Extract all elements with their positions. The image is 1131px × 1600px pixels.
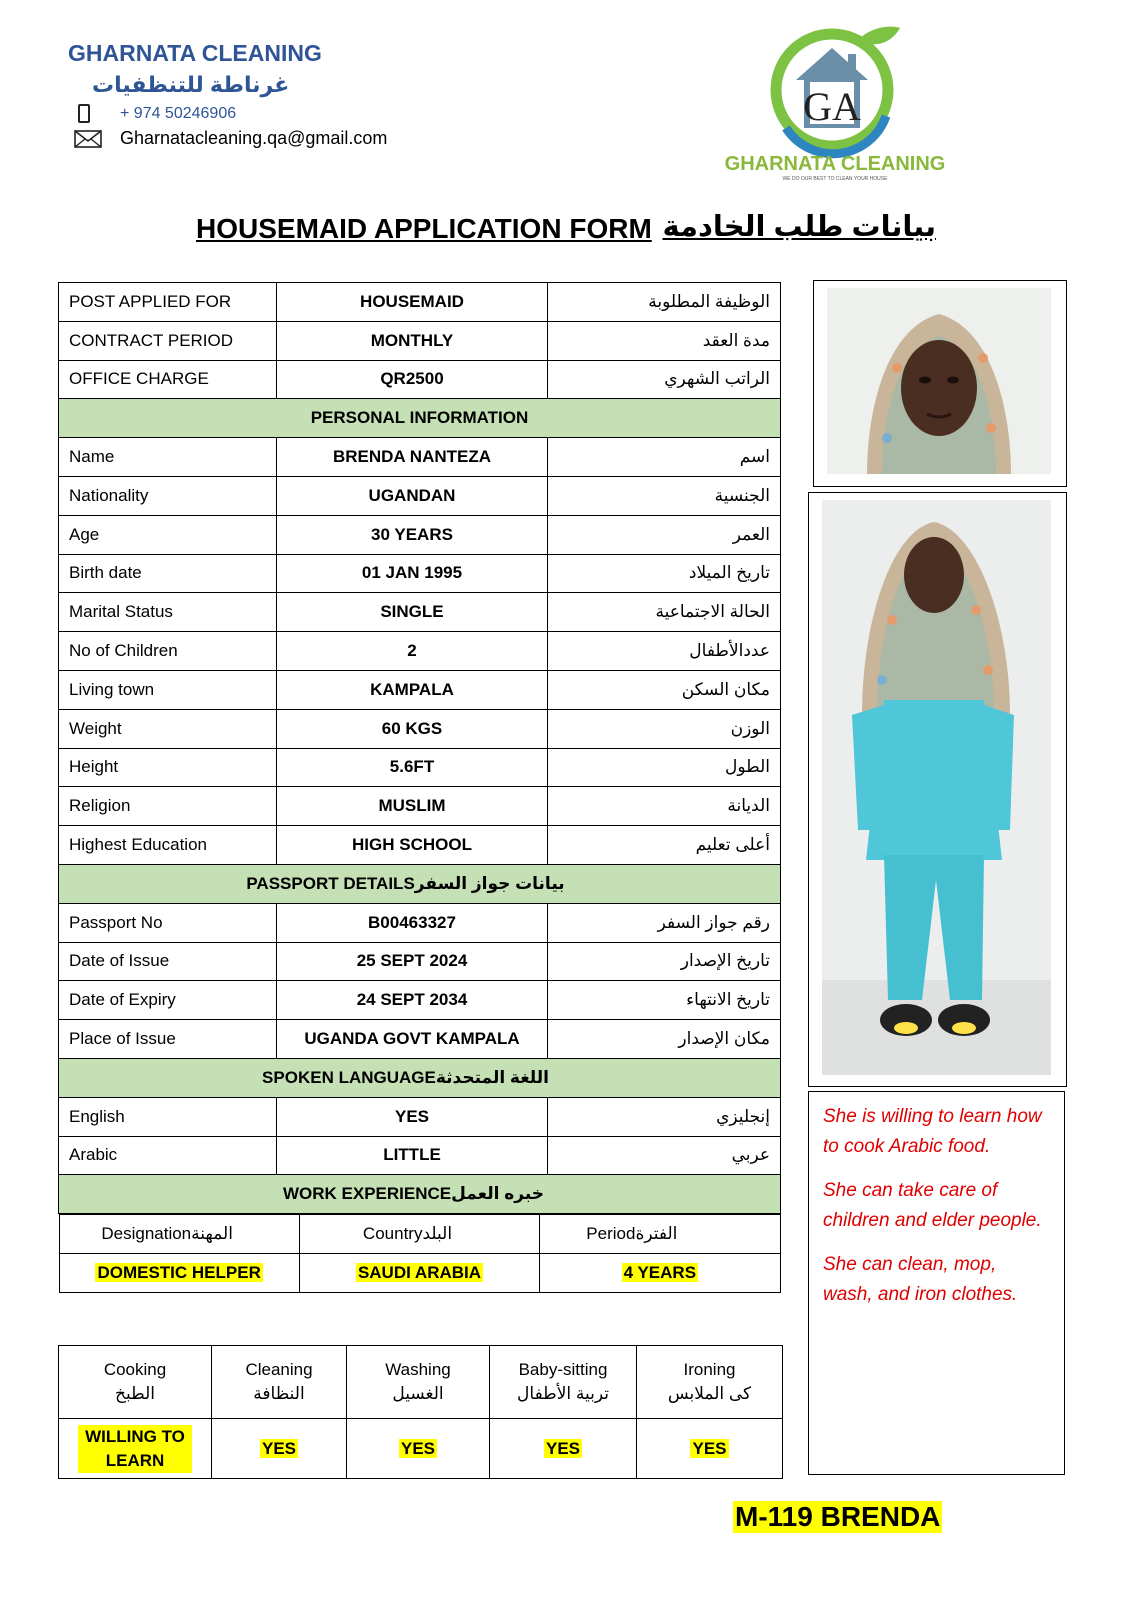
skill-washing-value: YES [347,1419,490,1479]
row-label-arabic: الديانة [548,787,781,826]
work-country: SAUDI ARABIA [299,1253,539,1292]
row-label: Height [59,748,277,787]
skill-ironing-value: YES [637,1419,783,1479]
row-value: HIGH SCHOOL [277,826,548,865]
row-value: UGANDAN [277,476,548,515]
row-label: Birth date [59,554,277,593]
phone-icon [78,104,90,123]
row-value: 01 JAN 1995 [277,554,548,593]
work-entry-row [59,1253,780,1292]
row-value: MUSLIM [277,787,548,826]
row-value: UGANDA GOVT KAMPALA [277,1020,548,1059]
row-value: 30 YEARS [277,515,548,554]
row-label: Living town [59,670,277,709]
row-label: Place of Issue [59,1020,277,1059]
skill-cooking-value: WILLING TO LEARN [59,1419,212,1479]
full-body-photo [822,500,1051,1075]
row-label: Marital Status [59,593,277,632]
skill-cooking: Cooking الطبخ [59,1346,212,1419]
row-label-arabic: تاريخ الإصدار [548,942,781,981]
form-title [196,213,936,249]
work-header-row [59,1215,780,1254]
table-row [59,360,781,399]
row-label: Weight [59,709,277,748]
table-row [59,709,781,748]
company-logo [724,20,946,186]
table-row [59,476,781,515]
table-row [59,942,781,981]
row-label: POST APPLIED FOR [59,283,277,322]
email-address: Gharnatacleaning.qa@gmail.com [120,128,388,148]
company-name: GHARNATA CLEANING [68,40,322,66]
skill-cleaning: Cleaning النظافة [212,1346,347,1419]
table-row [59,1136,781,1175]
row-label-arabic: الجنسية [548,476,781,515]
section-header [59,1175,781,1214]
row-label-arabic: تاريخ الميلاد [548,554,781,593]
skills-value-row [59,1419,783,1479]
remark: She can clean, mop, wash, and iron clothes. [823,1254,1018,1305]
row-label: Passport No [59,903,277,942]
row-label-arabic: عددالأطفال [548,632,781,671]
table-row [59,321,781,360]
skill-baby-sitting-value: YES [490,1419,637,1479]
work-experience-table [59,1214,781,1293]
work-col-designation: Designationالمهنة [59,1215,299,1254]
row-value: BRENDA NANTEZA [277,438,548,477]
work-heading-en: WORK EXPERIENCE [282,1184,452,1204]
row-label-arabic: رقم جواز السفر [548,903,781,942]
work-col-period: Periodالفترة [540,1215,780,1254]
table-row [59,283,781,322]
row-label-arabic: الوظيفة المطلوبة [548,283,781,322]
row-label-arabic: الحالة الاجتماعية [548,593,781,632]
skill-baby-sitting: Baby-sitting تربية الأطفال [490,1346,637,1419]
row-value: SINGLE [277,593,548,632]
table-row [59,593,781,632]
skill-ironing: Ironing كى الملابس [637,1346,783,1419]
row-label: Age [59,515,277,554]
section-header [59,1058,781,1097]
row-label: Nationality [59,476,277,515]
company-name-arabic: غرناطة للتنظفيات [92,72,290,97]
row-value: 24 SEPT 2034 [277,981,548,1020]
row-label-arabic: مدة العقد [548,321,781,360]
table-row [59,748,781,787]
row-label-arabic: إنجليزي [548,1097,781,1136]
skills-table [58,1345,783,1479]
row-label-arabic: الوزن [548,709,781,748]
language-heading [59,1058,781,1097]
row-label: OFFICE CHARGE [59,360,277,399]
row-label-arabic: أعلى تعليم [548,826,781,865]
row-value: 60 KGS [277,709,548,748]
row-label-arabic: مكان الإصدار [548,1020,781,1059]
table-row [59,787,781,826]
remark: She is willing to learn how to cook Arabic food. [823,1106,1042,1157]
envelope-icon [74,130,102,148]
row-label-arabic: الراتب الشهري [548,360,781,399]
table-row [59,826,781,865]
application-details-table [58,282,781,1293]
row-value: 2 [277,632,548,671]
passport-heading [59,864,781,903]
row-value: HOUSEMAID [277,283,548,322]
row-label: CONTRACT PERIOD [59,321,277,360]
table-row [59,554,781,593]
row-value: KAMPALA [277,670,548,709]
table-row [59,1097,781,1136]
skills-header-row [59,1346,783,1419]
row-label: Date of Expiry [59,981,277,1020]
passport-heading-ar: بيانات جواز السفر [414,873,565,893]
row-label-arabic: العمر [548,515,781,554]
section-header [59,864,781,903]
table-row [59,632,781,671]
work-experience-row [59,1214,781,1293]
table-row [59,981,781,1020]
work-designation: DOMESTIC HELPER [59,1253,299,1292]
personal-info-heading: PERSONAL INFORMATION [59,399,781,438]
table-row [59,515,781,554]
row-value: 25 SEPT 2024 [277,942,548,981]
row-label: No of Children [59,632,277,671]
reference-code: M-119 BRENDA [735,1501,941,1532]
row-label: Date of Issue [59,942,277,981]
row-label: English [59,1097,277,1136]
passport-heading-en: PASSPORT DETAILS [246,873,415,893]
table-row [59,670,781,709]
row-value: B00463327 [277,903,548,942]
email-contact [74,128,387,149]
row-label-arabic: مكان السكن [548,670,781,709]
form-title-arabic: بيانات طلب الخادمة [662,211,936,243]
svg-text:WE DO OUR BEST TO CLEAN YOUR H: WE DO OUR BEST TO CLEAN YOUR HOUSE [782,176,888,182]
table-row [59,1020,781,1059]
portrait-photo [827,288,1051,474]
row-label: Religion [59,787,277,826]
language-heading-en: SPOKEN LANGUAGE [262,1067,436,1087]
phone-number: + 974 50246906 [120,104,237,122]
language-heading-ar: اللغة المتحدثة [435,1067,549,1087]
svg-text:GA: GA [803,84,861,129]
row-value: LITTLE [277,1136,548,1175]
row-value: MONTHLY [277,321,548,360]
phone-contact [78,104,236,123]
remarks-box [808,1091,1065,1475]
row-label: Name [59,438,277,477]
row-label-arabic: عربي [548,1136,781,1175]
work-period: 4 YEARS [540,1253,780,1292]
work-col-country: Countryالبلد [299,1215,539,1254]
table-row [59,903,781,942]
row-label: Highest Education [59,826,277,865]
row-value: QR2500 [277,360,548,399]
row-label-arabic: اسم [548,438,781,477]
row-value: 5.6FT [277,748,548,787]
svg-text:GHARNATA CLEANING: GHARNATA CLEANING [724,153,946,175]
row-label-arabic: الطول [548,748,781,787]
section-header [59,399,781,438]
form-title-english: HOUSEMAID APPLICATION FORM [196,213,652,244]
skill-cleaning-value: YES [212,1419,347,1479]
row-label: Arabic [59,1136,277,1175]
skill-washing: Washing الغسيل [347,1346,490,1419]
row-label-arabic: تاريخ الانتهاء [548,981,781,1020]
table-row [59,438,781,477]
work-heading-ar: خبره العمل [451,1184,545,1204]
row-value: YES [277,1097,548,1136]
remark: She can take care of children and elder people. [823,1180,1042,1231]
work-heading [59,1175,781,1214]
